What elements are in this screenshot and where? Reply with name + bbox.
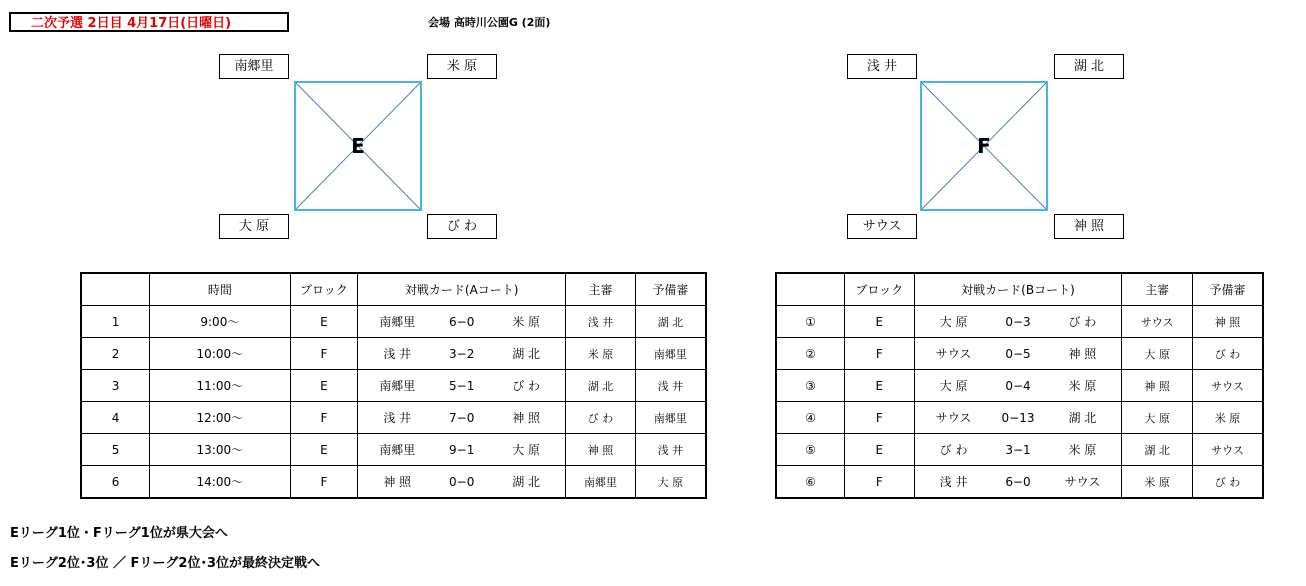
team1: 大 原 xyxy=(939,315,968,329)
referee: サウス xyxy=(1122,306,1193,338)
team1: サウス xyxy=(935,411,972,425)
reserve-referee: サウス xyxy=(1192,370,1263,402)
match-time: 11:00～ xyxy=(150,370,290,402)
match-card xyxy=(358,338,566,370)
table-row xyxy=(81,434,706,466)
table-row xyxy=(81,338,706,370)
block-e-team-bottom-right: び わ xyxy=(427,214,497,239)
header-referee: 主審 xyxy=(1122,273,1193,306)
table-row xyxy=(776,338,1263,370)
block-e-letter: E xyxy=(351,134,365,158)
reserve-referee: 南郷里 xyxy=(635,338,706,370)
match-card xyxy=(914,466,1122,499)
referee: 米 原 xyxy=(566,338,636,370)
score: 6−0 xyxy=(1005,474,1031,489)
score: 0−5 xyxy=(1005,346,1031,361)
score: 3−2 xyxy=(449,346,475,361)
header-reserve: 予備審 xyxy=(1192,273,1263,306)
header-referee: 主審 xyxy=(566,273,636,306)
match-block: F xyxy=(290,338,358,370)
block-f-letter: F xyxy=(977,134,991,158)
match-card xyxy=(358,306,566,338)
match-card xyxy=(914,338,1122,370)
match-time: 10:00～ xyxy=(150,338,290,370)
reserve-referee: び わ xyxy=(1192,338,1263,370)
referee: 大 原 xyxy=(1122,402,1193,434)
match-card xyxy=(358,434,566,466)
team1: 浅 井 xyxy=(383,347,412,361)
team2: 大 原 xyxy=(512,443,541,457)
header-reserve: 予備審 xyxy=(635,273,706,306)
court-b-schedule-table xyxy=(775,272,1264,499)
court-b-header-row xyxy=(776,273,1263,306)
match-no: ② xyxy=(776,338,845,370)
team2: 神 照 xyxy=(512,411,541,425)
team2: び わ xyxy=(1068,315,1097,329)
match-time: 12:00～ xyxy=(150,402,290,434)
reserve-referee: 米 原 xyxy=(1192,402,1263,434)
referee: 南郷里 xyxy=(566,466,636,499)
reserve-referee: 大 原 xyxy=(635,466,706,499)
venue-label: 会場 高時川公園G (2面) xyxy=(428,16,551,29)
match-no: ⑤ xyxy=(776,434,845,466)
team1: サウス xyxy=(935,347,972,361)
table-row xyxy=(776,370,1263,402)
match-no: ③ xyxy=(776,370,845,402)
team2: 米 原 xyxy=(1068,379,1097,393)
page-title: 二次予選 2日目 4月17日(日曜日) xyxy=(9,12,289,32)
team2: 神 照 xyxy=(1068,347,1097,361)
court-a-header-row xyxy=(81,273,706,306)
match-block: F xyxy=(845,466,915,499)
header-match: 対戦カード(Aコート) xyxy=(358,273,566,306)
match-no: 6 xyxy=(81,466,150,499)
team2: 湖 北 xyxy=(512,347,541,361)
reserve-referee: 南郷里 xyxy=(635,402,706,434)
score: 0−13 xyxy=(1001,410,1035,425)
header-block: ブロック xyxy=(290,273,358,306)
match-block: F xyxy=(290,466,358,499)
match-no: 4 xyxy=(81,402,150,434)
team1: 南郷里 xyxy=(379,443,416,457)
table-row xyxy=(776,466,1263,499)
score: 7−0 xyxy=(449,410,475,425)
team1: 浅 井 xyxy=(939,475,968,489)
match-block: E xyxy=(290,370,358,402)
table-row xyxy=(81,466,706,499)
match-no: 2 xyxy=(81,338,150,370)
referee: 大 原 xyxy=(1122,338,1193,370)
match-card xyxy=(358,402,566,434)
header-time: 時間 xyxy=(150,273,290,306)
block-e-team-top-right: 米 原 xyxy=(427,54,497,79)
score: 9−1 xyxy=(449,442,475,457)
court-a-schedule-table xyxy=(80,272,707,499)
match-card xyxy=(358,370,566,402)
referee: 神 照 xyxy=(1122,370,1193,402)
team1: 南郷里 xyxy=(379,315,416,329)
match-time: 13:00～ xyxy=(150,434,290,466)
match-block: E xyxy=(290,434,358,466)
team2: 米 原 xyxy=(1068,443,1097,457)
block-f-team-bottom-right: 神 照 xyxy=(1054,214,1124,239)
match-no: ① xyxy=(776,306,845,338)
match-block: E xyxy=(845,306,915,338)
block-f-team-top-left: 浅 井 xyxy=(847,54,917,79)
match-time: 9:00～ xyxy=(150,306,290,338)
referee: 湖 北 xyxy=(1122,434,1193,466)
reserve-referee: 湖 北 xyxy=(635,306,706,338)
match-no: 5 xyxy=(81,434,150,466)
team2: 湖 北 xyxy=(1068,411,1097,425)
table-row xyxy=(81,306,706,338)
block-f-team-bottom-left: サウス xyxy=(847,214,917,239)
referee: 神 照 xyxy=(566,434,636,466)
score: 0−4 xyxy=(1005,378,1031,393)
block-f-team-top-right: 湖 北 xyxy=(1054,54,1124,79)
match-card xyxy=(358,466,566,499)
match-no: 3 xyxy=(81,370,150,402)
table-row xyxy=(81,402,706,434)
table-row xyxy=(776,434,1263,466)
referee: び わ xyxy=(566,402,636,434)
match-block: F xyxy=(845,402,915,434)
team2: 米 原 xyxy=(512,315,541,329)
score: 0−3 xyxy=(1005,314,1031,329)
team1: 南郷里 xyxy=(379,379,416,393)
note-line-1: Eリーグ1位・Fリーグ1位が県大会へ xyxy=(10,526,228,541)
reserve-referee: 神 照 xyxy=(1192,306,1263,338)
score: 5−1 xyxy=(449,378,475,393)
table-row xyxy=(776,306,1263,338)
table-row xyxy=(81,370,706,402)
team1: 浅 井 xyxy=(383,411,412,425)
match-block: F xyxy=(845,338,915,370)
match-card xyxy=(914,306,1122,338)
match-time: 14:00～ xyxy=(150,466,290,499)
team2: び わ xyxy=(512,379,541,393)
reserve-referee: 浅 井 xyxy=(635,370,706,402)
referee: 浅 井 xyxy=(566,306,636,338)
team2: サウス xyxy=(1064,475,1101,489)
team1: 大 原 xyxy=(939,379,968,393)
table-row xyxy=(776,402,1263,434)
referee: 米 原 xyxy=(1122,466,1193,499)
reserve-referee: サウス xyxy=(1192,434,1263,466)
reserve-referee: び わ xyxy=(1192,466,1263,499)
match-block: E xyxy=(845,434,915,466)
team1: び わ xyxy=(939,443,968,457)
match-no: ④ xyxy=(776,402,845,434)
note-line-2: Eリーグ2位･3位 ／ Fリーグ2位･3位が最終決定戦へ xyxy=(10,556,320,571)
score: 0−0 xyxy=(449,474,475,489)
score: 6−0 xyxy=(449,314,475,329)
match-no: ⑥ xyxy=(776,466,845,499)
team1: 神 照 xyxy=(383,475,412,489)
match-block: E xyxy=(845,370,915,402)
referee: 湖 北 xyxy=(566,370,636,402)
match-card xyxy=(914,402,1122,434)
header-match: 対戦カード(Bコート) xyxy=(914,273,1122,306)
header-no xyxy=(81,273,150,306)
match-card xyxy=(914,434,1122,466)
block-e-team-bottom-left: 大 原 xyxy=(219,214,289,239)
match-block: F xyxy=(290,402,358,434)
match-no: 1 xyxy=(81,306,150,338)
block-e-team-top-left: 南郷里 xyxy=(219,54,289,79)
match-block: E xyxy=(290,306,358,338)
match-card xyxy=(914,370,1122,402)
reserve-referee: 浅 井 xyxy=(635,434,706,466)
team2: 湖 北 xyxy=(512,475,541,489)
header-block: ブロック xyxy=(845,273,915,306)
header-no xyxy=(776,273,845,306)
score: 3−1 xyxy=(1005,442,1031,457)
